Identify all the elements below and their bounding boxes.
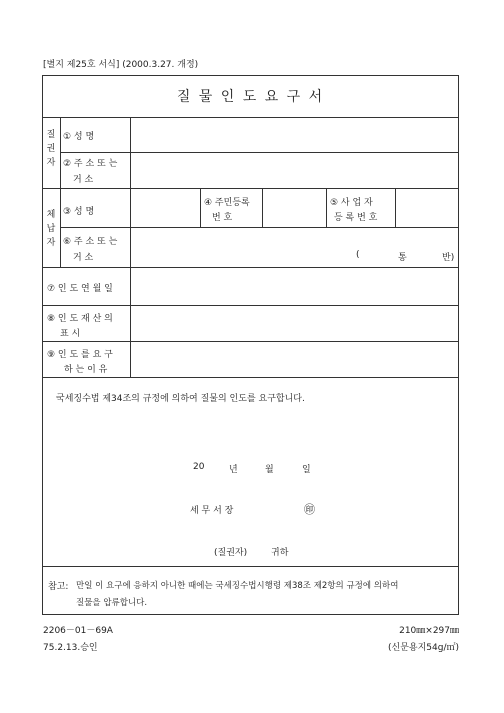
debtor-address-field[interactable] — [132, 229, 457, 265]
request-statement: 국세징수법 제34조의 규정에 의하여 질물의 인도를 요구합니다. — [56, 394, 305, 404]
tong-open: ( — [356, 250, 360, 260]
debtor-name-field[interactable] — [132, 190, 198, 225]
owner-name-label: ① 성 명 — [63, 132, 95, 142]
paper-size: 210㎜×297㎜ — [399, 626, 459, 636]
tax-office-title: 세 무 서 장 — [190, 506, 234, 516]
paper-type: (신문용지54g/㎡) — [388, 643, 459, 653]
date-month: 월 — [265, 465, 274, 475]
debtor-group-label: 체납자 — [46, 210, 56, 248]
owner-address-label-1: ② 주 소 또 는 — [63, 159, 118, 169]
debtor-bizno-field[interactable] — [397, 190, 457, 225]
reason-field[interactable] — [132, 343, 457, 375]
recipient-suffix: 귀하 — [271, 548, 289, 558]
date-year: 년 — [229, 465, 238, 475]
owner-address-label-2: 거 소 — [73, 175, 94, 185]
property-field[interactable] — [132, 307, 457, 339]
debtor-address-label-2: 거 소 — [73, 253, 94, 263]
note-label: 참고: — [48, 582, 69, 592]
note-line-2: 질물을 압류합니다. — [76, 598, 148, 608]
debtor-bizno-label-1: ⑤ 사 업 자 — [330, 198, 373, 208]
form-number-note: [별지 제25호 서식] (2000.3.27. 개정) — [43, 60, 199, 70]
debtor-regno-label-2: 번 호 — [212, 213, 233, 223]
date-year-prefix: 20 — [193, 462, 205, 472]
debtor-name-label: ③ 성 명 — [63, 207, 95, 217]
delivery-date-label: ⑦ 인 도 연 월 일 — [47, 284, 113, 294]
owner-address-field[interactable] — [132, 154, 457, 186]
note-line-1: 만일 이 요구에 응하지 아니한 때에는 국세징수법시행령 제38조 제2항의 규정에 의하여 — [76, 581, 399, 591]
debtor-regno-field[interactable] — [264, 190, 324, 225]
reason-label-1: ⑨ 인 도 를 요 구 — [47, 350, 113, 360]
approval-date: 75.2.13.승인 — [43, 643, 98, 653]
debtor-bizno-label-2: 등 록 번 호 — [334, 213, 378, 223]
debtor-address-label-1: ⑥ 주 소 또 는 — [63, 237, 118, 247]
ban-label: 반) — [442, 253, 455, 263]
form-title: 질 물 인 도 요 구 서 — [176, 89, 325, 105]
tong-label: 통 — [398, 253, 407, 263]
delivery-date-field[interactable] — [132, 269, 457, 303]
owner-name-field[interactable] — [132, 119, 457, 151]
owner-group-label: 질권자 — [46, 130, 56, 168]
debtor-regno-label-1: ④ 주민등록 — [204, 198, 250, 208]
form-code: 2206－01－69A — [43, 626, 113, 636]
reason-label-2: 하 는 이 유 — [64, 365, 108, 375]
seal-mark: ㊞ — [304, 503, 315, 516]
property-label-2: 표 시 — [60, 329, 81, 339]
recipient-label: (질권자) — [214, 548, 248, 558]
property-label-1: ⑧ 인 도 재 산 의 — [47, 314, 113, 324]
date-day: 일 — [302, 465, 311, 475]
